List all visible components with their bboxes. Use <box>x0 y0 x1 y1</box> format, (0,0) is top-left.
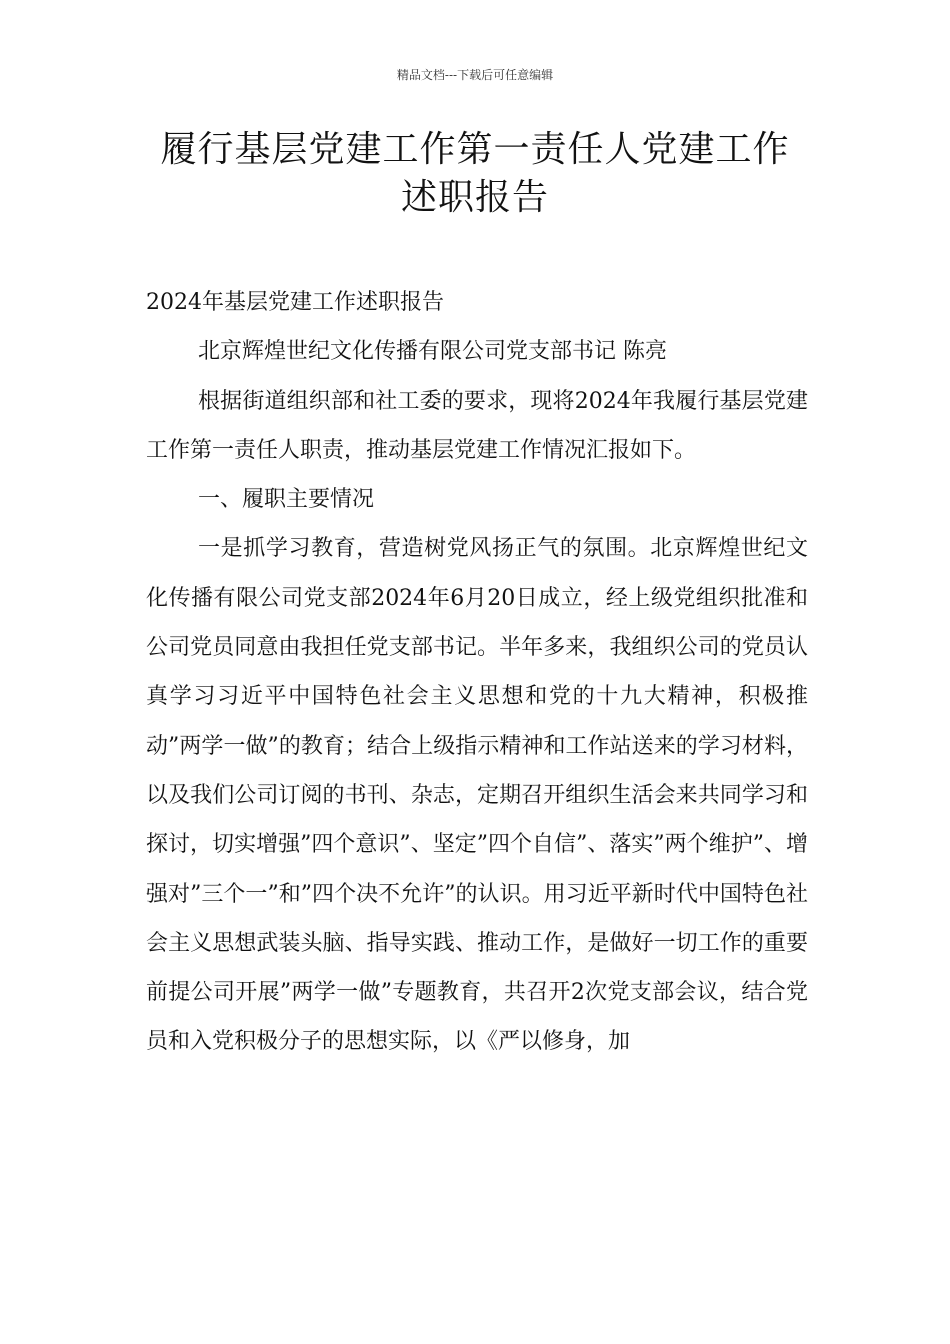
document-body <box>146 278 808 1067</box>
document-title <box>100 126 850 222</box>
header-note: 精品文档---下载后可任意编辑 <box>396 68 554 82</box>
body-paragraph: 一是抓学习教育，营造树党风扬正气的氛围。北京辉煌世纪文化传播有限公司党支部2024年6月20日成立，经上级党组织批准和公司党员同意由我担任党支部书记。半年多来，我组织公司的党员认真学习习近平中国特色社会主义思想和党的十九大精神，积极推动”两学一做”的教育；结合上级指示精神和工作站送来的学习材料，以及我们公司订阅的书刊、杂志，定期召开组织生活会来共同学习和探讨，切实增强”四个意识”、坚定”四个自信”、落实”两个维护”、增强对”三个一”和”四个决不允许”的认识。用习近平新时代中国特色社会主义思想武装头脑、指导实践、推动工作，是做好一切工作的重要前提公司开展”两学一做”专题教育，共召开2次党支部会议，结合党员和入党积极分子的思想实际，以《严以修身，加 <box>146 536 808 1055</box>
intro-paragraph: 根据街道组织部和社工委的要求，现将2024年我履行基层党建工作第一责任人职责，推动基层党建工作情况汇报如下。 <box>146 388 808 463</box>
section-heading: 一、履职主要情况 <box>198 487 375 513</box>
title-line-2: 述职报告 <box>400 177 549 218</box>
report-subtitle: 2024年基层党建工作述职报告 <box>146 290 444 315</box>
report-author: 北京辉煌世纪文化传播有限公司党支部书记 陈亮 <box>198 339 667 365</box>
title-line-1: 履行基层党建工作第一责任人党建工作 <box>160 129 790 170</box>
